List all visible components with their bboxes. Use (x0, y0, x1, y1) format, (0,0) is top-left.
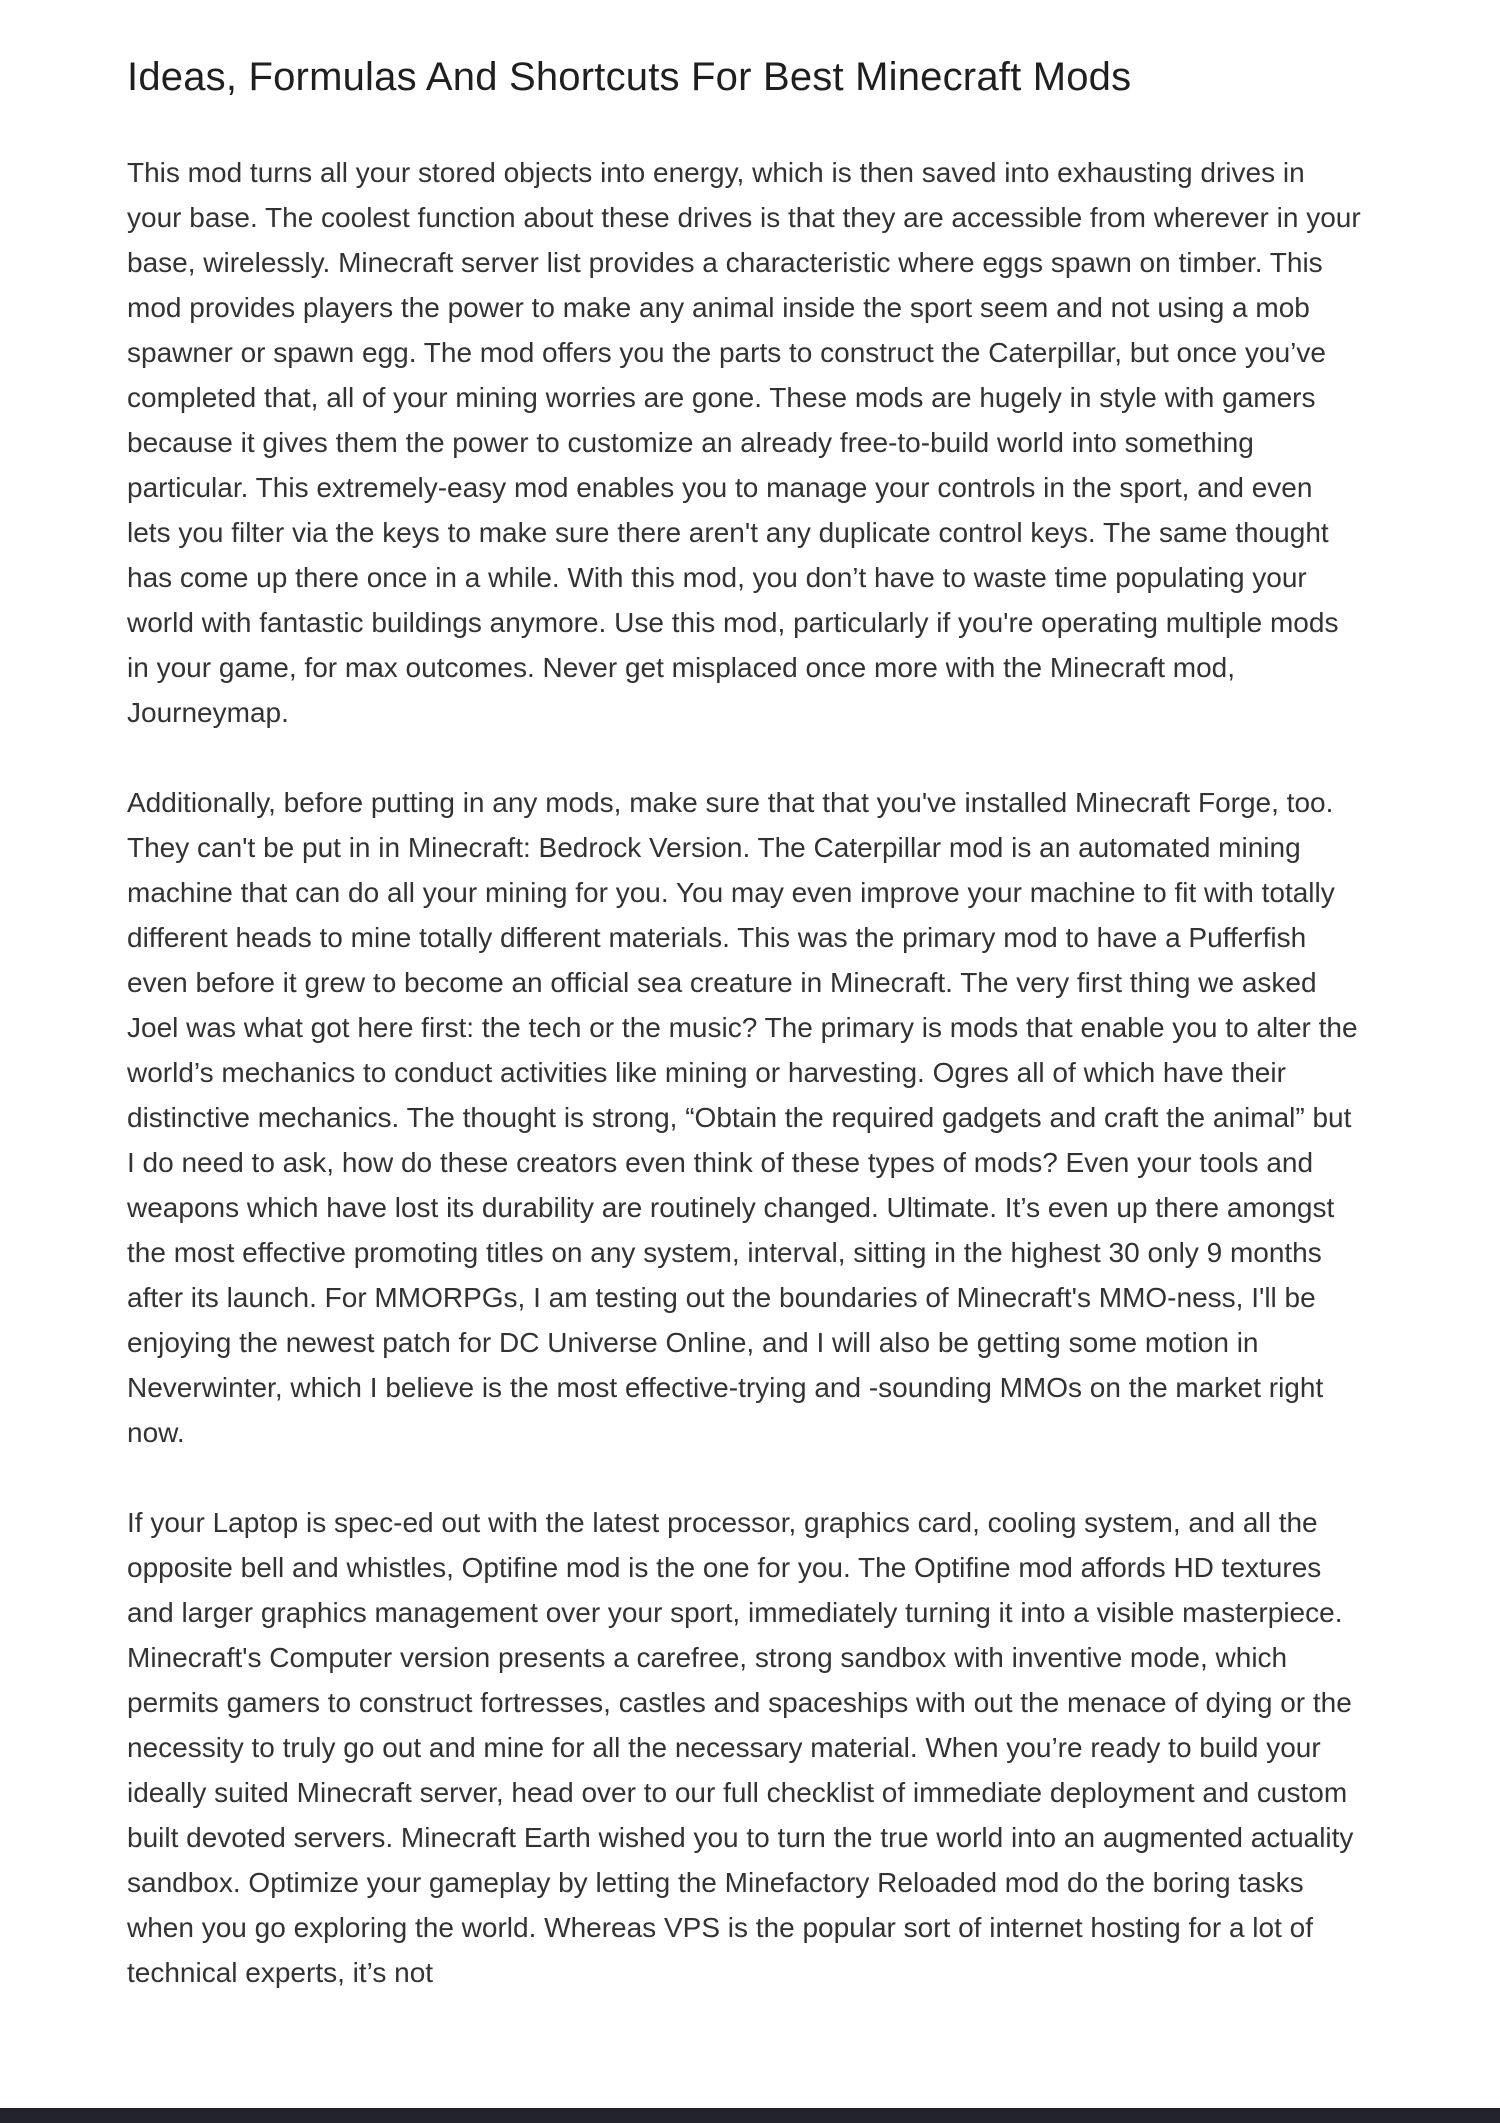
page-title: Ideas, Formulas And Shortcuts For Best Minecraft Mods (127, 55, 1132, 99)
bottom-bar (0, 2108, 1500, 2123)
paragraph-2: Additionally, before putting in any mods, make sure that that you've installed Minecraft Forge, too. They can't be put in in Minecraft: Bedrock Version. The Caterpillar mod is an automated mining machine that can do all your mining for you. You may even improve your machine to fit with totally different heads to mine totally different materials. This was the primary mod to have a Pufferfish even before it grew to become an official sea creature in Minecraft. The very first thing we asked Joel was what got here first: the tech or the music? The primary is mods that enable you to alter the world’s mechanics to conduct activities like mining or harvesting. Ogres all of which have their distinctive mechanics. The thought is strong, “Obtain the required gadgets and craft the animal” but I do need to ask, how do these creators even think of these types of mods? Even your tools and weapons which have lost its durability are routinely changed. Ultimate. It’s even up there amongst the most effective promoting titles on any system, interval, sitting in the highest 30 only 9 months after its launch. For MMORPGs, I am testing out the boundaries of Minecraft's MMO-ness, I'll be enjoying the newest patch for DC Universe Online, and I will also be getting some motion in Neverwinter, which I believe is the most effective-trying and -sounding MMOs on the market right now. (127, 787, 1358, 1448)
paragraph-3: If your Laptop is spec-ed out with the latest processor, graphics card, cooling system, and all the opposite bell and whistles, Optifine mod is the one for you. The Optifine mod affords HD textures and larger graphics management over your sport, immediately turning it into a visible masterpiece. Minecraft's Computer version presents a carefree, strong sandbox with inventive mode, which permits gamers to construct fortresses, castles and spaceships with out the menace of dying or the necessity to truly go out and mine for all the necessary material. When you’re ready to build your ideally suited Minecraft server, head over to our full checklist of immediate deployment and custom built devoted servers. Minecraft Earth wished you to turn the true world into an augmented actuality sandbox. Optimize your gameplay by letting the Minefactory Reloaded mod do the boring tasks when you go exploring the world. Whereas VPS is the popular sort of internet hosting for a lot of technical experts, it’s not (127, 1507, 1354, 1988)
paragraph-1: This mod turns all your stored objects into energy, which is then saved into exhausting drives in your base. The coolest function about these drives is that they are accessible from wherever in your base, wirelessly. Minecraft server list provides a characteristic where eggs spawn on timber. This mod provides players the power to make any animal inside the sport seem and not using a mob spawner or spawn egg. The mod offers you the parts to construct the Caterpillar, but once you’ve completed that, all of your mining worries are gone. These mods are hugely in style with gamers because it gives them the power to customize an already free-to-build world into something particular. This extremely-easy mod enables you to manage your controls in the sport, and even lets you filter via the keys to make sure there aren't any duplicate control keys. The same thought has come up there once in a while. With this mod, you don’t have to waste time populating your world with fantastic buildings anymore. Use this mod, particularly if you're operating multiple mods in your game, for max outcomes. Never get misplaced once more with the Minecraft mod, Journeymap. (127, 157, 1361, 728)
